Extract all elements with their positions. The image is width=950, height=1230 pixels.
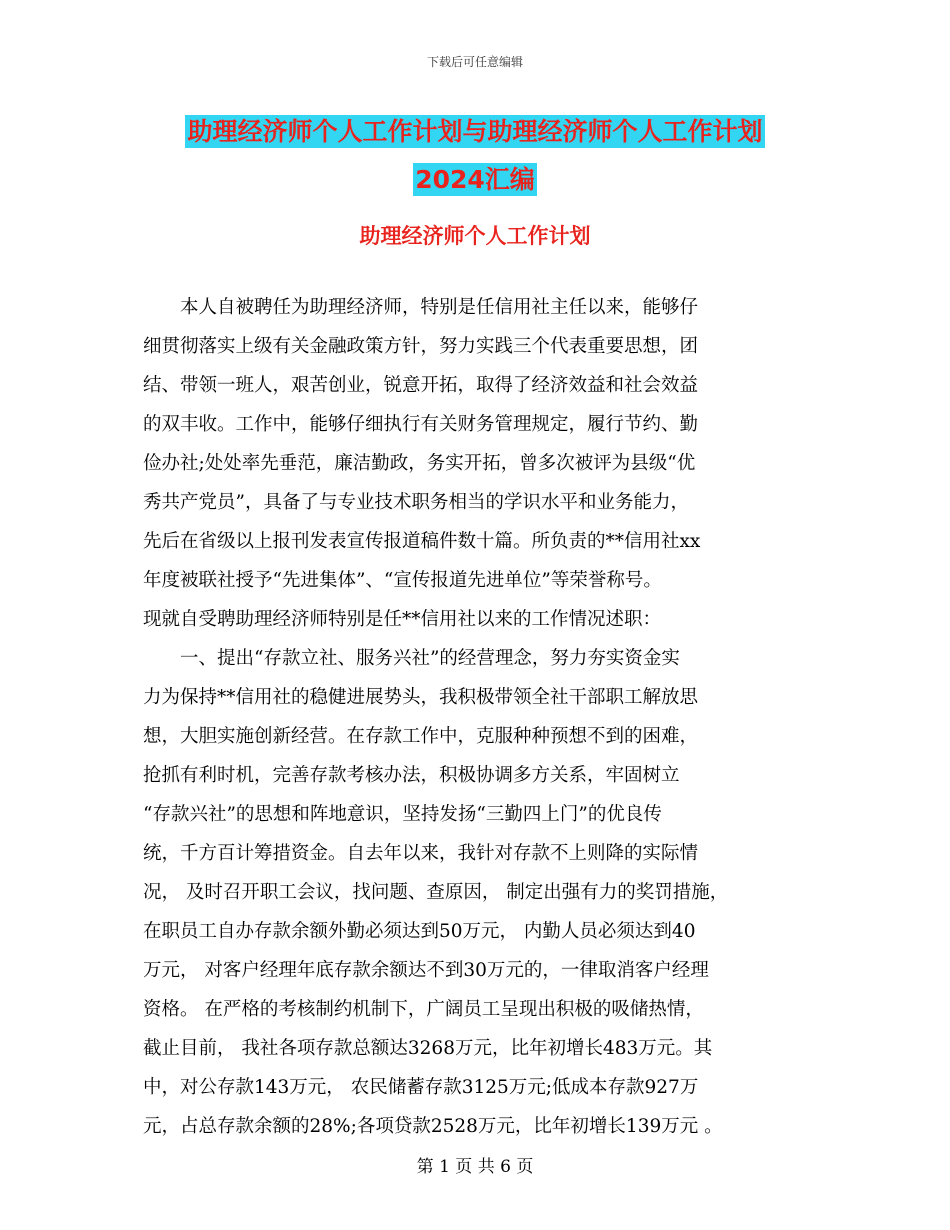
body-line: 统，千方百计筹措资金。自去年以来，我针对存款不上则降的实际情	[143, 843, 699, 864]
body-line: 一、提出“存款立社、服务兴社”的经营理念，努力夯实资金实	[143, 648, 680, 669]
body-line: 万元， 对客户经理年底存款余额达不到30万元的，一律取消客户经理	[143, 960, 709, 981]
title-line-1: 助理经济师个人工作计划与助理经济师个人工作计划	[187, 117, 763, 146]
body-line: 在职员工自办存款余额外勤必须达到50万元， 内勤人员必须达到40	[143, 921, 696, 942]
body-line: 抢抓有利时机，完善存款考核办法，积极协调多方关系，牢固树立	[143, 765, 680, 786]
body-line: 况， 及时召开职工会议，找问题、查原因， 制定出强有力的奖罚措施，	[143, 882, 729, 903]
page-footer-number: 第 1 页 共 6 页	[416, 1157, 534, 1177]
body-line: 的双丰收。工作中，能够仔细执行有关财务管理规定，履行节约、勤	[143, 414, 699, 435]
section-heading: 助理经济师个人工作计划	[359, 224, 591, 248]
body-line: 元，占总存款余额的28%;各项贷款2528万元，比年初增长139万元 。	[143, 1116, 723, 1137]
body-line: 俭办社;处处率先垂范，廉洁勤政，务实开拓，曾多次被评为县级“优	[143, 453, 696, 474]
title-line-2: 2024汇编	[415, 165, 535, 194]
body-line: 细贯彻落实上级有关金融政策方针，努力实践三个代表重要思想，团	[143, 336, 699, 357]
body-line: 秀共产党员”，具备了与专业技术职务相当的学识水平和业务能力，	[143, 492, 689, 513]
body-line: 本人自被聘任为助理经济师，特别是任信用社主任以来，能够仔	[143, 297, 699, 318]
body-text	[143, 288, 815, 1146]
body-line: 先后在省级以上报刊发表宣传报道稿件数十篇。所负责的**信用社xx	[143, 531, 701, 552]
body-line: 中，对公存款143万元， 农民储蓄存款3125万元;低成本存款927万	[143, 1077, 699, 1098]
body-line: 截止目前， 我社各项存款总额达3268万元，比年初增长483万元。其	[143, 1038, 713, 1059]
body-line: 年度被联社授予“先进集体”、“宣传报道先进单位”等荣誉称号。	[143, 570, 662, 591]
page-header-note: 下载后可任意编辑	[426, 55, 523, 69]
body-line: 想，大胆实施创新经营。在存款工作中，克服种种预想不到的困难，	[143, 726, 699, 747]
document-title	[0, 110, 950, 202]
body-line: 现就自受聘助理经济师特别是任**信用社以来的工作情况述职：	[143, 609, 662, 630]
body-line: 资格。 在严格的考核制约机制下，广阔员工呈现出积极的吸储热情，	[143, 999, 704, 1020]
body-line: “存款兴社”的思想和阵地意识，坚持发扬“三勤四上门”的优良传	[143, 804, 662, 825]
body-line: 结、带领一班人，艰苦创业，锐意开拓，取得了经济效益和社会效益	[143, 375, 699, 396]
body-line: 力为保持**信用社的稳健进展势头，我积极带领全社干部职工解放思	[143, 687, 699, 708]
